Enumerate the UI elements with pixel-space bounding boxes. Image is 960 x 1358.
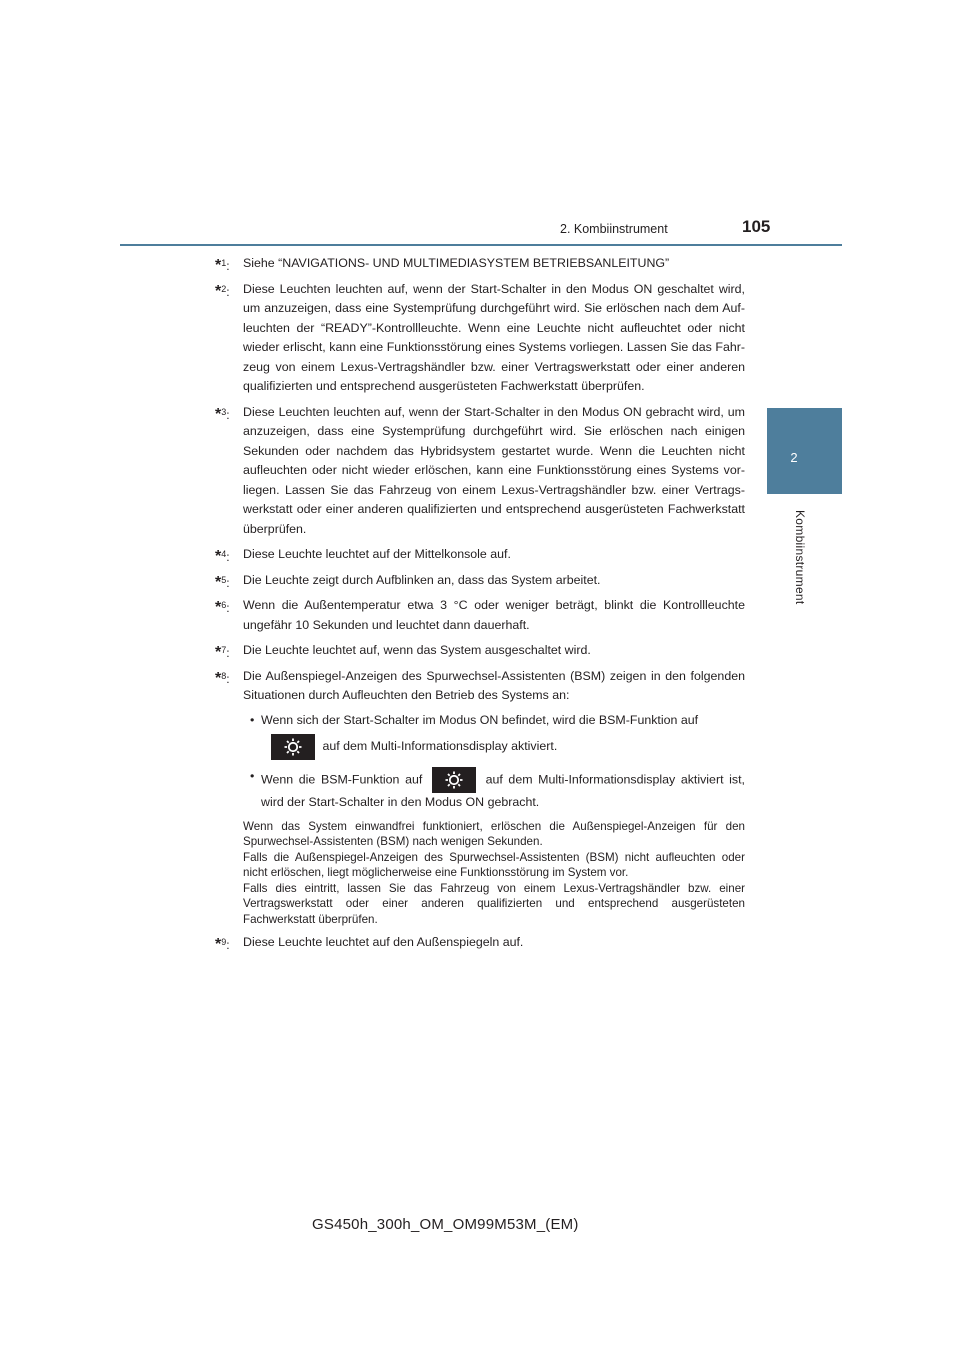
bullet-item bbox=[243, 711, 745, 731]
footnote-2 bbox=[215, 280, 745, 397]
header-divider bbox=[120, 244, 842, 246]
footnote-text: Die Leuchte zeigt durch Aufblinken an, dass das System arbeitet. bbox=[243, 572, 601, 587]
footnote-8 bbox=[215, 667, 745, 928]
footnote-6 bbox=[215, 596, 745, 635]
footnote-marker: *$^6$: bbox=[215, 599, 230, 616]
footnote-marker: *$^8$: bbox=[215, 669, 230, 687]
bullet-continuation bbox=[243, 730, 745, 762]
footnote-text: Diese Leuchte leuchtet auf den Außenspiegeln auf. bbox=[243, 935, 524, 949]
footnotes bbox=[215, 254, 745, 959]
note-paragraph: Falls die Außenspiegel-Anzeigen des Spurwechsel-Assistenten (BSM) nicht aufleuchten oder nicht erlöschen, liegt möglicherweise eine Funktionsstörung im System vor. bbox=[243, 850, 745, 879]
document-code: GS450h_300h_OM_OM99M53M_(EM) bbox=[312, 1216, 579, 1233]
footnote-text: Diese Leuchten leuchten auf, wenn der Start-Schalter in den Modus ON geschaltet wird, um anzuzeigen, dass eine Systemprüfung durchgeführt wird. Sie erlöschen nach dem Aufleuchten der “READY”-Kontrollleuchte. Wenn eine Leuchte nicht aufleuchtet oder nicht wieder erlischt, kann eine Funktionsstörung eines Systems vorliegen. Lassen Sie das Fahrzeug von einem Lexus-Vertragshändler bzw. einer Vertragswerkstatt oder einer anderen qualifizierten und entsprechend ausgerüsteten Fachwerkstatt überprüfen. bbox=[243, 281, 745, 393]
bullet-item bbox=[243, 767, 745, 813]
page-number: 105 bbox=[742, 217, 771, 236]
footnote-marker: *$^9$: bbox=[215, 936, 230, 953]
bullet-dot: • bbox=[250, 769, 255, 783]
section-title: 2. Kombiinstrument bbox=[560, 222, 668, 236]
bullet-text: Wenn die BSM-Funktion auf bbox=[261, 772, 423, 787]
footnote-9 bbox=[215, 933, 745, 953]
note-paragraph: Wenn das System einwandfrei funktioniert, erlöschen die Außenspiegel-Anzeigen für den Spurwechsel-Assistenten (BSM) nach wenigen Sekunden. bbox=[243, 819, 745, 848]
footnote-marker: *$^4$: bbox=[215, 548, 230, 565]
footnote-marker: *$^1$: bbox=[215, 257, 230, 274]
chapter-tab bbox=[767, 408, 842, 494]
gear-icon bbox=[432, 767, 476, 793]
footnote-text: Siehe “NAVIGATIONS- UND MULTIMEDIASYSTEM BETRIEBSANLEITUNG” bbox=[243, 256, 670, 270]
gear-icon bbox=[271, 734, 315, 760]
footnote-1 bbox=[215, 254, 745, 274]
footnote-4 bbox=[215, 545, 745, 565]
footnote-5 bbox=[215, 571, 745, 591]
footnote-marker: *$^7$: bbox=[215, 644, 230, 661]
chapter-label: Kombiinstrument bbox=[793, 510, 807, 605]
bullet-text: Wenn sich der Start-Schalter im Modus ON befindet, wird die BSM-Funktion auf bbox=[261, 712, 699, 727]
footnote-text: Die Außenspiegel-Anzeigen des Spurwechsel-Assistenten (BSM) zeigen in den folgenden Situationen durch Aufleuchten den Betrieb des Systems an: bbox=[243, 668, 745, 702]
footnote-text: Die Leuchte leuchtet auf, wenn das System ausgeschaltet wird. bbox=[243, 643, 591, 657]
note-paragraph: Falls dies eintritt, lassen Sie das Fahrzeug von einem Lexus-Vertragshändler bzw. einer Vertragswerkstatt oder einer anderen qualifizierten und entsprechend ausgerüsteten Fachwerkstatt überprüfen. bbox=[243, 881, 745, 926]
footnote-text: Wenn die Außentemperatur etwa 3 °C oder weniger beträgt, blinkt die Kontrollleuchte ungefähr 10 Sekunden und leuchtet dann dauerhaft. bbox=[243, 598, 745, 632]
footnote-marker: *$^5$: bbox=[215, 573, 230, 591]
bullet-dot: • bbox=[250, 712, 255, 727]
footnote-7 bbox=[215, 641, 745, 661]
footnote-marker: *$^3$: bbox=[215, 405, 230, 423]
bullet-text: auf dem Multi-Informationsdisplay aktiviert. bbox=[322, 739, 558, 753]
footnote-3 bbox=[215, 403, 745, 540]
footnote-text: Diese Leuchte leuchtet auf der Mittelkonsole auf. bbox=[243, 547, 511, 561]
footnote-text: Diese Leuchten leuchten auf, wenn der Start-Schalter in den Modus ON gebracht wird, um anzuzeigen, dass eine Systemprüfung durchgeführt wird. Sie erlöschen nach einigen Sekunden oder nachdem das Hybridsystem gestartet wurde. Wenn die Leuchten nicht aufleuchten oder nicht wieder erlöschen, kann eine Funktionsstörung eines Systems vorliegen. Lassen Sie das Fahrzeug von einem Lexus-Vertragshändler bzw. einer Vertragswerkstatt oder einer anderen qualifizierten und entsprechend ausgerüsteten Fachwerkstatt überprüfen. bbox=[243, 404, 745, 536]
footnote-marker: *$^2$: bbox=[215, 282, 230, 300]
chapter-number: 2 bbox=[790, 450, 798, 465]
bullet-text: auf dem Multi-Informationsdisplay aktiviert ist, wird der Start-Schalter in den Modus ON gebracht. bbox=[261, 772, 745, 809]
